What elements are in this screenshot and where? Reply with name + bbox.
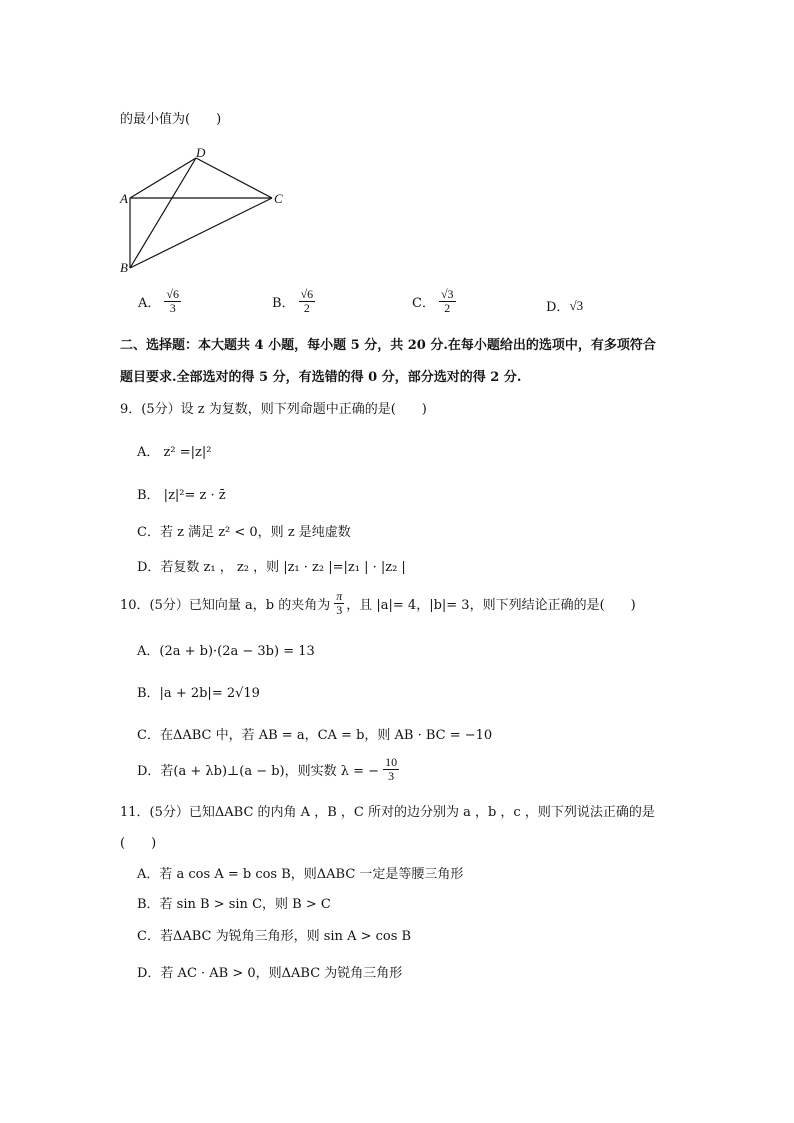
q10-option-c: C．在ΔABC 中，若 AB = a，CA = b，则 AB · BC = −10 [137,728,493,743]
numerator: √3 [440,287,454,301]
angle-fraction [334,590,344,617]
option-label: A． [138,296,161,311]
numerator: 10 [385,755,398,769]
segment-dc [196,158,272,198]
option-label: D． [546,300,570,315]
q8-figure [112,140,292,280]
q8-option-d [546,296,583,315]
q8-option-a [138,288,181,315]
q10-option-b: B．|a + 2b|= 2√19 [137,686,260,701]
q10-stem-pre: 10．(5分）已知向量 a，b 的夹角为 [120,598,331,613]
fraction [439,288,456,315]
q8-stem-end: 的最小值为( ) [120,112,222,127]
point-a-label: A [120,191,128,206]
denominator: 3 [336,603,343,617]
denominator: 2 [444,301,451,315]
point-b-label: B [120,260,128,275]
numerator: π [336,589,343,603]
q11-option-b: B．若 sin B > sin C，则 B > C [137,897,331,912]
numerator: √6 [166,287,179,301]
segment-ad [130,158,196,198]
denominator: 3 [169,301,176,315]
fraction [164,288,181,315]
point-c-label: C [274,191,283,206]
option-label: B． [272,296,295,311]
point-d-label: D [196,145,206,160]
q10-option-a: A．(2a + b)·(2a − 3b) = 13 [137,644,315,659]
q8-option-c [412,288,456,315]
q9-option-d: D．若复数 z₁ ， z₂ ，则 |z₁ · z₂ |=|z₁ | · |z₂ | [137,560,406,575]
numerator: √6 [300,287,314,301]
q9-option-b: B． |z|²= z · z̄ [137,488,226,503]
section2-line2: 题目要求.全部选对的得 5 分，有选错的得 0 分，部分选对的得 2 分. [120,370,522,385]
q9-stem: 9．(5分）设 z 为复数，则下列命题中正确的是( ) [120,402,427,417]
q11-stem-line1: 11．(5分）已知ΔABC 的内角 A ，B ，C 所对的边分别为 a ，b ，c ，则下列说法正确的是 [120,805,655,820]
q10-stem [120,590,636,617]
q10-stem-post: ，且 |a|= 4，|b|= 3，则下列结论正确的是( ) [346,598,636,613]
q9-option-a: A． z² =|z|² [137,445,212,460]
q10-option-d [137,756,399,783]
lambda-fraction [383,756,399,783]
q11-option-a: A．若 a cos A = b cos B，则ΔABC 一定是等腰三角形 [137,867,464,882]
q10-option-d-pre: D．若(a + λb)⊥(a − b)，则实数 λ = − [137,764,380,779]
q11-option-c: C．若ΔABC 为锐角三角形，则 sin A > cos B [137,929,412,944]
q8-option-b [272,288,315,315]
option-value: √3 [569,297,584,313]
denominator: 2 [303,301,310,315]
q11-option-d: D．若 AC · AB > 0，则ΔABC 为锐角三角形 [137,966,403,981]
section2-line1: 二、选择题：本大题共 4 小题，每小题 5 分，共 20 分.在每小题给出的选项中，有多项符合 [120,338,656,353]
option-label: C． [412,296,435,311]
denominator: 3 [388,769,395,783]
q11-stem-line2: ( ) [120,836,157,851]
q9-option-c: C．若 z 满足 z² < 0，则 z 是纯虚数 [137,525,351,540]
fraction [299,288,316,315]
